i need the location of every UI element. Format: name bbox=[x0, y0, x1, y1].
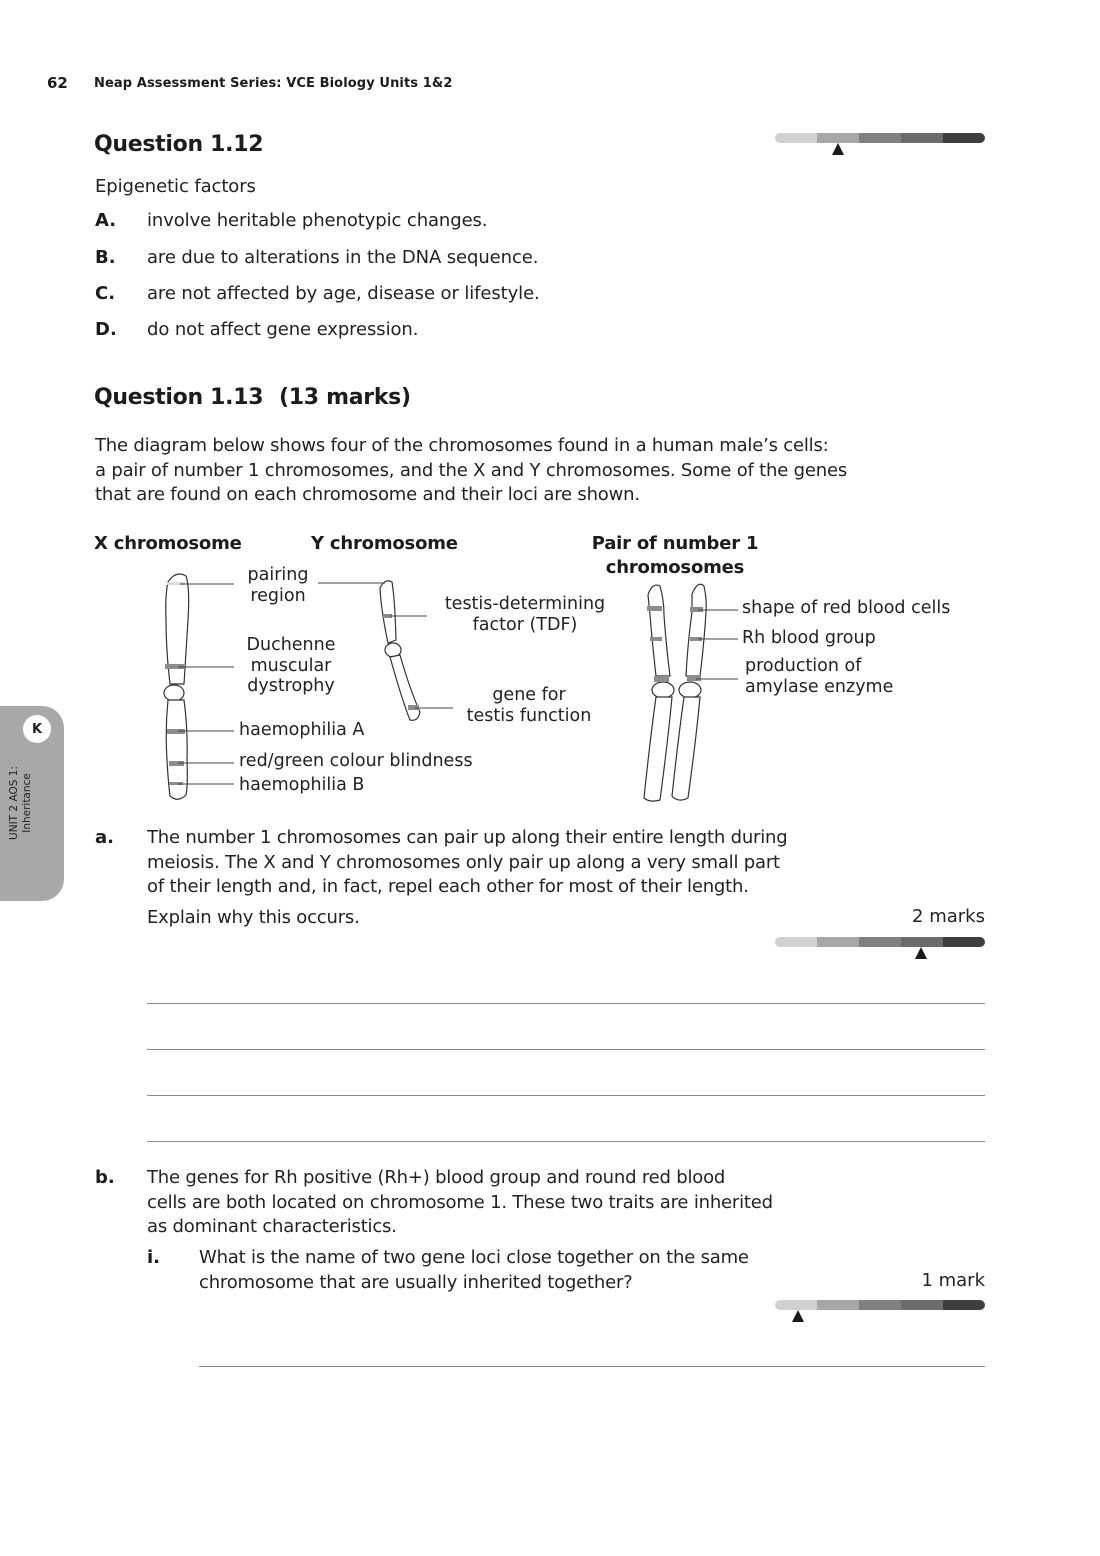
difficulty-pointer-icon bbox=[915, 947, 927, 959]
label-pairing-region bbox=[238, 565, 318, 606]
part-b-line: The genes for Rh positive (Rh+) blood group and round red blood bbox=[147, 1167, 726, 1188]
question-1-13-title: Question 1.13 bbox=[94, 385, 264, 410]
option-letter: A. bbox=[95, 210, 117, 231]
part-b-i-numeral: i. bbox=[147, 1247, 161, 1268]
label-duchenne bbox=[232, 635, 350, 697]
question-1-12-title: Question 1.12 bbox=[94, 132, 264, 157]
answer-line-b-i[interactable] bbox=[199, 1366, 985, 1367]
label-testis-function bbox=[454, 685, 604, 726]
answer-line-a-2[interactable] bbox=[147, 1049, 985, 1050]
label-line: gene for bbox=[492, 685, 566, 705]
unit-label-line2: Inheritance bbox=[21, 773, 33, 833]
part-b-text bbox=[147, 1166, 773, 1240]
chromosome-1-left-icon bbox=[648, 585, 670, 676]
intro-line: a pair of number 1 chromosomes, and the X and Y chromosomes. Some of the genes bbox=[95, 459, 847, 481]
label-line: region bbox=[250, 585, 306, 606]
x-chromosome-title: X chromosome bbox=[94, 533, 242, 554]
part-b-letter: b. bbox=[95, 1167, 115, 1188]
label-haemophilia-a: haemophilia A bbox=[239, 720, 365, 740]
label-line: testis-determining bbox=[444, 594, 606, 614]
option-text: are not affected by age, disease or lifestyle. bbox=[147, 283, 540, 304]
part-b-i-text bbox=[199, 1246, 749, 1295]
part-a-letter: a. bbox=[95, 827, 114, 848]
label-line: production of bbox=[745, 656, 862, 676]
difficulty-bar-part-a bbox=[775, 937, 985, 947]
series-title: Neap Assessment Series: VCE Biology Units 1&2 bbox=[94, 76, 453, 91]
difficulty-segment bbox=[943, 1300, 985, 1310]
pair-title-line1: Pair of number 1 bbox=[591, 533, 759, 554]
part-b-line: cells are both located on chromosome 1. These two traits are inherited bbox=[147, 1191, 773, 1213]
label-line: dystrophy bbox=[247, 676, 335, 696]
question-1-13-marks: (13 marks) bbox=[279, 385, 411, 410]
difficulty-segment bbox=[859, 1300, 901, 1310]
difficulty-segment bbox=[859, 937, 901, 947]
label-line: muscular bbox=[250, 655, 332, 676]
pair-title-line2: chromosomes bbox=[605, 557, 745, 578]
label-line: amylase enzyme bbox=[745, 676, 894, 697]
part-a-marks: 2 marks bbox=[912, 906, 985, 927]
difficulty-segment bbox=[901, 1300, 943, 1310]
label-colour-blindness: red/green colour blindness bbox=[239, 751, 473, 771]
difficulty-segment bbox=[901, 937, 943, 947]
part-b-i-line: chromosome that are usually inherited together? bbox=[199, 1271, 633, 1293]
difficulty-segment bbox=[943, 937, 985, 947]
difficulty-segment bbox=[775, 1300, 817, 1310]
option-letter: C. bbox=[95, 283, 116, 304]
intro-line: The diagram below shows four of the chromosomes found in a human male’s cells: bbox=[95, 435, 829, 456]
option-text: are due to alterations in the DNA sequence. bbox=[147, 247, 539, 268]
part-a-text bbox=[147, 826, 787, 900]
difficulty-segment bbox=[817, 937, 859, 947]
unit-label-line1: UNIT 2 AOS 1: bbox=[8, 766, 20, 840]
answer-line-a-3[interactable] bbox=[147, 1095, 985, 1096]
part-a-prompt: Explain why this occurs. bbox=[147, 907, 360, 928]
difficulty-segment bbox=[775, 937, 817, 947]
part-a-line: of their length and, in fact, repel each other for most of their length. bbox=[147, 876, 749, 897]
label-rbc-shape: shape of red blood cells bbox=[742, 598, 951, 618]
question-stem: Epigenetic factors bbox=[95, 176, 256, 197]
option-text: involve heritable phenotypic changes. bbox=[147, 210, 488, 231]
intro-line: that are found on each chromosome and their loci are shown. bbox=[95, 484, 640, 505]
label-line: pairing bbox=[247, 565, 309, 585]
neap-logo-icon: K bbox=[23, 715, 51, 743]
option-letter: B. bbox=[95, 247, 116, 268]
y-chromosome-title: Y chromosome bbox=[311, 533, 458, 554]
part-a-line: meiosis. The X and Y chromosomes only pair up along a very small part bbox=[147, 851, 780, 873]
part-b-i-line: What is the name of two gene loci close together on the same bbox=[199, 1247, 749, 1268]
label-tdf bbox=[428, 594, 622, 635]
part-b-line: as dominant characteristics. bbox=[147, 1216, 397, 1237]
label-line: factor (TDF) bbox=[472, 614, 578, 635]
difficulty-pointer-icon bbox=[792, 1310, 804, 1322]
chromosome-1-right-icon bbox=[686, 584, 706, 676]
label-rh-group: Rh blood group bbox=[742, 628, 876, 648]
y-chromosome-icon bbox=[380, 581, 396, 643]
page-number: 62 bbox=[47, 74, 68, 92]
answer-line-a-1[interactable] bbox=[147, 1003, 985, 1004]
part-a-line: The number 1 chromosomes can pair up along their entire length during bbox=[147, 827, 788, 848]
part-b-i-marks: 1 mark bbox=[921, 1270, 985, 1291]
label-line: testis function bbox=[466, 705, 592, 726]
label-haemophilia-b: haemophilia B bbox=[239, 775, 365, 795]
option-letter: D. bbox=[95, 319, 117, 340]
difficulty-bar-part-b-i bbox=[775, 1300, 985, 1310]
option-text: do not affect gene expression. bbox=[147, 319, 419, 340]
answer-line-a-4[interactable] bbox=[147, 1141, 985, 1142]
label-amylase bbox=[745, 656, 893, 697]
label-line: Duchenne bbox=[246, 635, 336, 655]
difficulty-segment bbox=[817, 1300, 859, 1310]
